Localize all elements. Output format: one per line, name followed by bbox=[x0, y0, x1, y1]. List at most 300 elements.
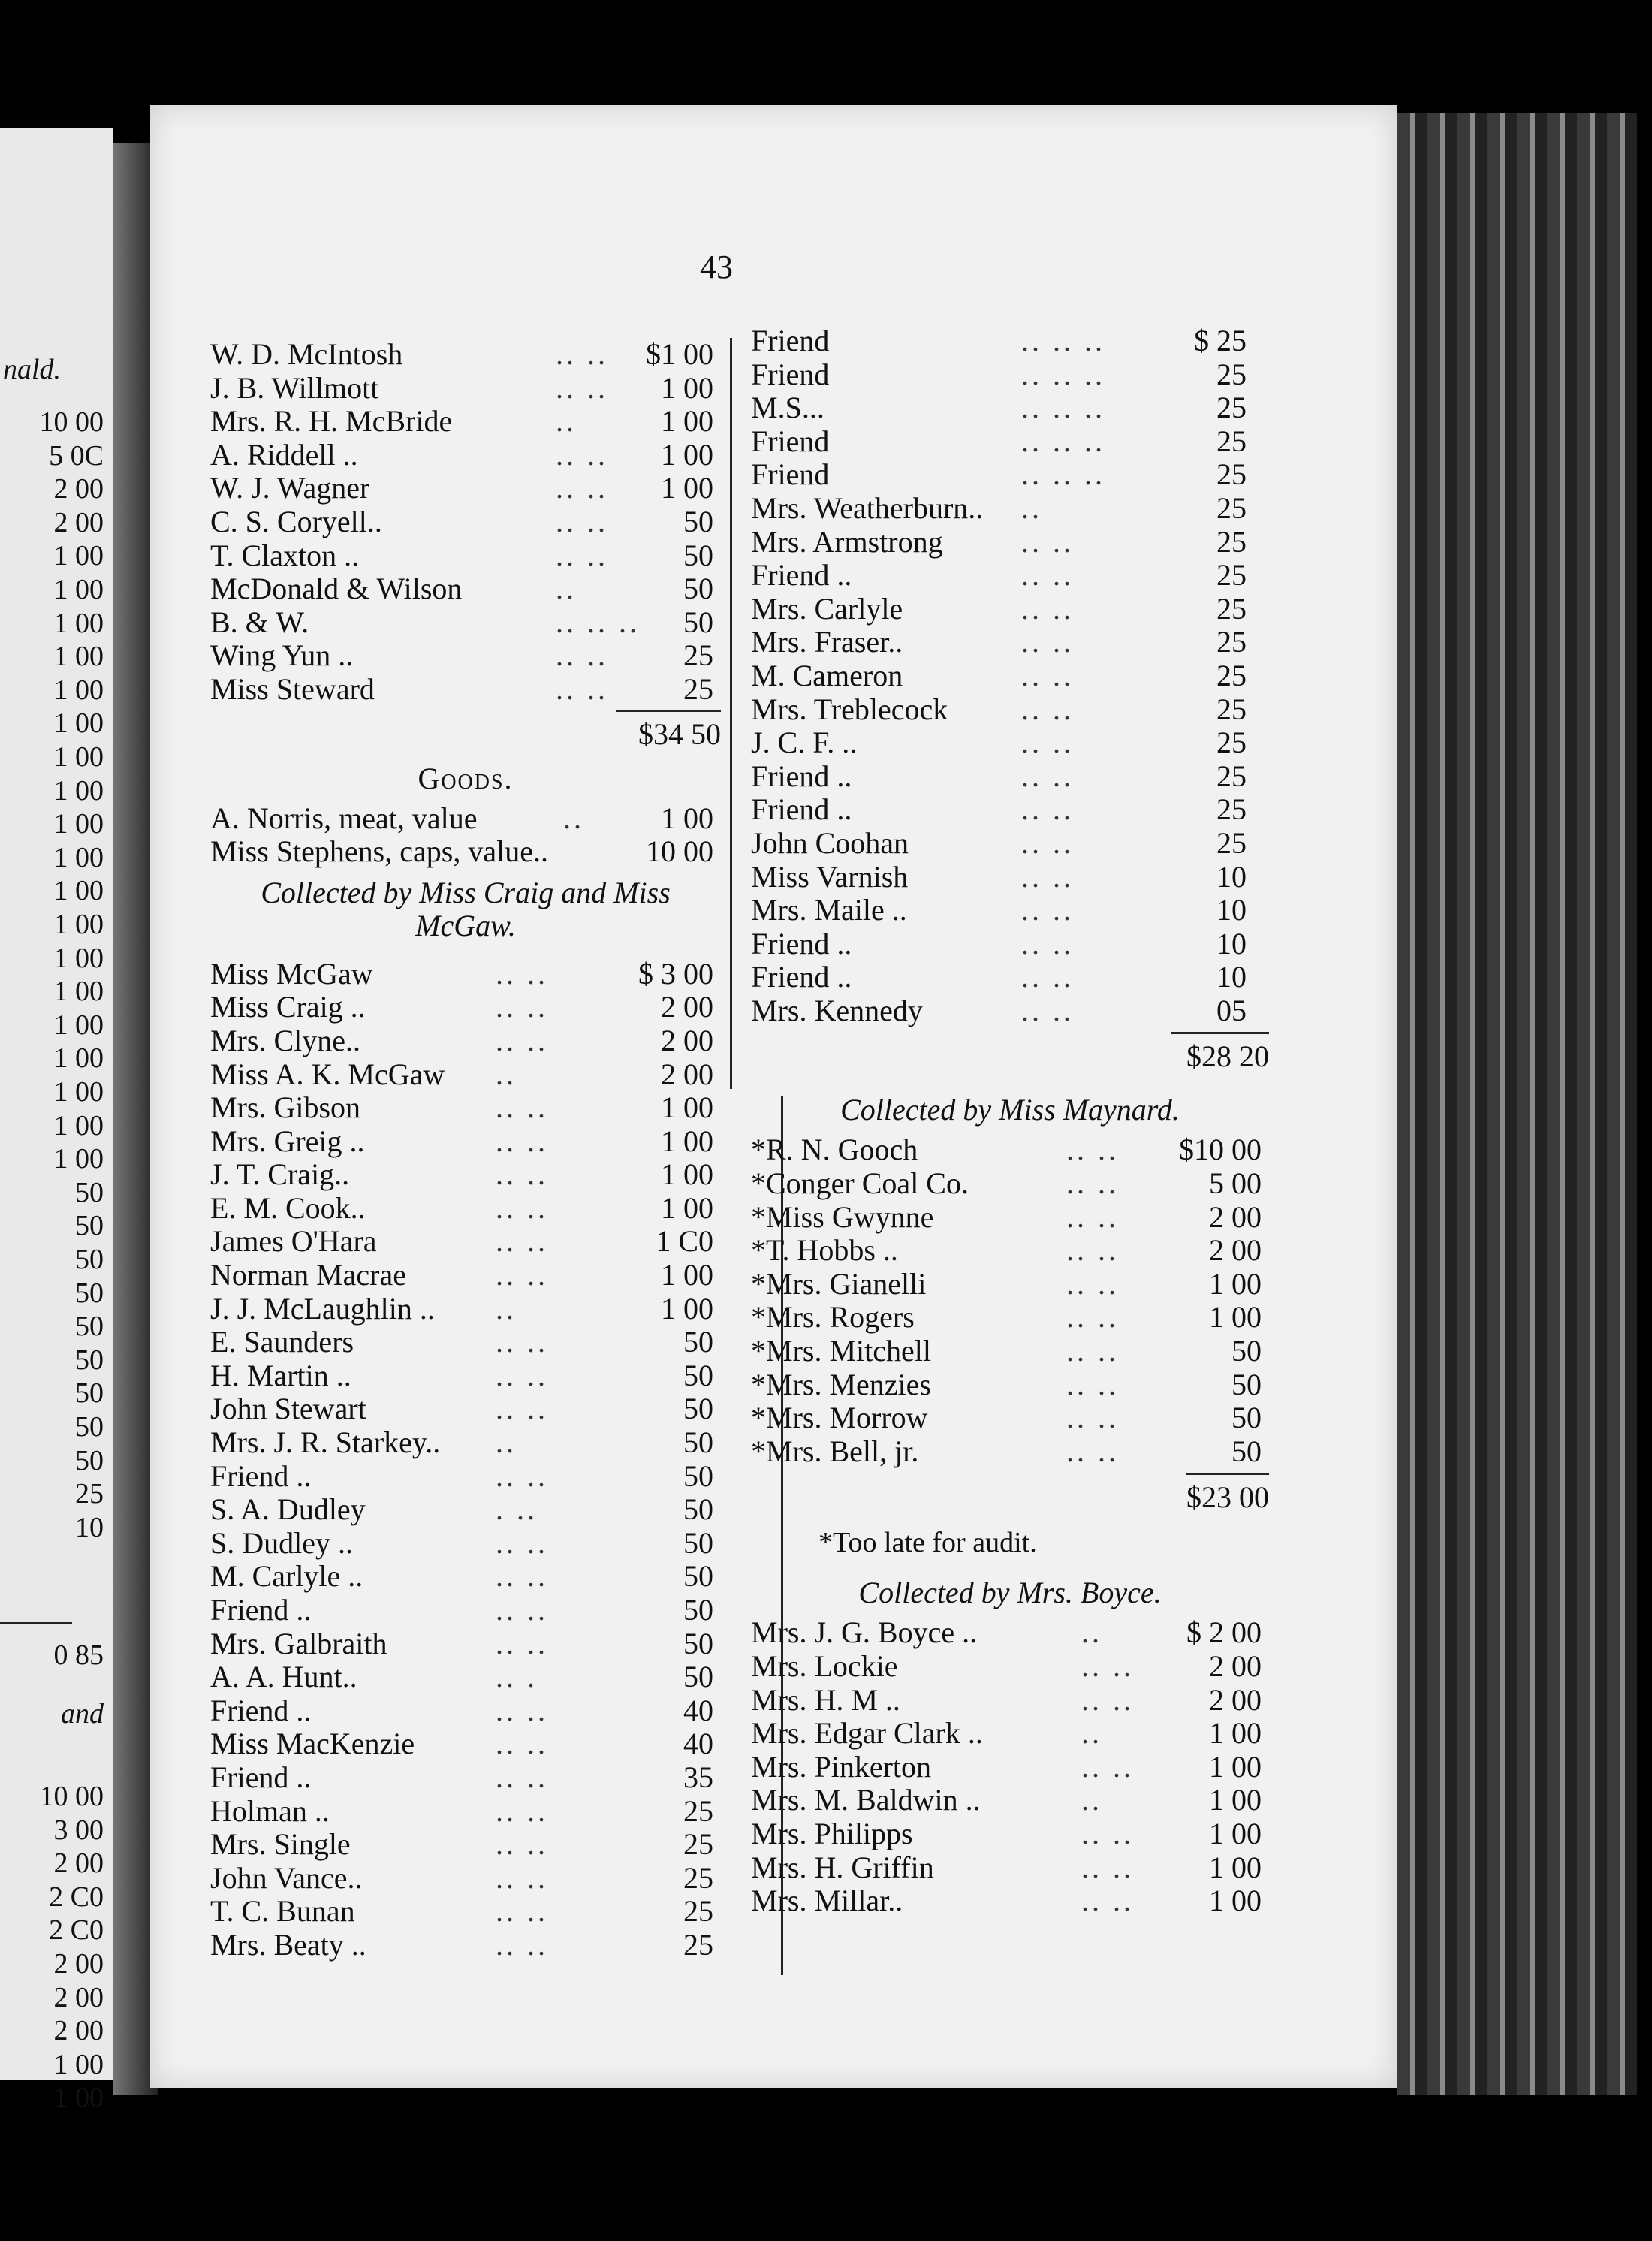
entry-amount: 50 bbox=[683, 572, 713, 606]
entry-amount: 50 bbox=[683, 1358, 713, 1392]
entry-name: *R. N. Gooch bbox=[751, 1133, 918, 1167]
entry-amount: 50 bbox=[683, 605, 713, 639]
facing-page-amount: 50 bbox=[75, 1444, 104, 1476]
entry-name: Mrs. Armstrong bbox=[751, 524, 943, 559]
leader-dots: .. .. bbox=[496, 956, 548, 991]
contribution-row bbox=[751, 424, 1269, 457]
contribution-row bbox=[210, 1491, 721, 1525]
entry-amount: 50 bbox=[683, 1559, 713, 1594]
book-page-edges bbox=[1397, 113, 1637, 2095]
maynard-heading: Collected by Miss Maynard. bbox=[840, 1093, 1180, 1127]
entry-amount: 2 00 bbox=[1209, 1233, 1262, 1268]
entry-amount: 25 bbox=[1216, 725, 1247, 760]
leader-dots: .. .. bbox=[496, 1525, 548, 1560]
facing-page-amount: 1 00 bbox=[53, 540, 104, 572]
entry-amount: 1 00 bbox=[1209, 1266, 1262, 1301]
entry-name: Mrs. Greig .. bbox=[210, 1124, 365, 1158]
leader-dots: .. .. bbox=[556, 504, 608, 538]
entry-amount: 25 bbox=[1216, 658, 1247, 692]
leader-dots: .. .. .. bbox=[1021, 357, 1105, 391]
entry-name: Friend .. bbox=[751, 759, 852, 793]
contribution-row bbox=[751, 859, 1269, 893]
entry-name: *Mrs. Morrow bbox=[751, 1401, 928, 1435]
entry-amount: 50 bbox=[1231, 1367, 1262, 1401]
contribution-row bbox=[210, 671, 721, 705]
leader-dots: .. .. bbox=[496, 1157, 548, 1192]
contribution-row bbox=[210, 403, 721, 437]
facing-page-amount: 1 00 bbox=[53, 641, 104, 673]
entry-amount: 1 00 bbox=[661, 1157, 713, 1192]
boyce-heading: Collected by Mrs. Boyce. bbox=[858, 1576, 1162, 1610]
contribution-row bbox=[210, 1425, 721, 1458]
maynard-total: $23 00 bbox=[1186, 1480, 1269, 1515]
subscriptions-total: $34 50 bbox=[638, 716, 721, 751]
entry-amount: 50 bbox=[1231, 1334, 1262, 1368]
contribution-row bbox=[751, 792, 1269, 825]
leader-dots: .. .. .. bbox=[556, 605, 640, 639]
facing-page-amount: 1 00 bbox=[53, 1143, 104, 1175]
leader-dots: .. .. bbox=[496, 1325, 548, 1359]
leader-dots: .. .. bbox=[1066, 1166, 1119, 1201]
entry-name: John Vance.. bbox=[210, 1860, 363, 1895]
leader-dots: .. .. bbox=[556, 370, 608, 405]
entry-amount: 50 bbox=[683, 1458, 713, 1493]
contribution-row bbox=[210, 1257, 721, 1291]
entry-amount: 25 bbox=[1216, 391, 1247, 425]
facing-page-fragment bbox=[0, 128, 113, 2114]
entry-amount: 25 bbox=[1216, 490, 1247, 525]
contribution-row bbox=[751, 1166, 1269, 1199]
goods-heading: Goods. bbox=[418, 761, 514, 795]
leader-dots: .. .. bbox=[1021, 859, 1074, 894]
leader-dots: .. .. bbox=[496, 1559, 548, 1594]
facing-page-amount: 2 00 bbox=[53, 1981, 104, 2013]
entry-name: Mrs. H. M .. bbox=[751, 1682, 900, 1717]
entry-amount: 2 00 bbox=[1209, 1199, 1262, 1234]
leader-dots: .. .. bbox=[1081, 1682, 1134, 1717]
leader-dots: .. .. bbox=[496, 1458, 548, 1493]
contribution-row bbox=[751, 524, 1269, 558]
left-column bbox=[210, 336, 721, 1961]
entry-name: Holman .. bbox=[210, 1793, 330, 1828]
facing-page-amount: 1 00 bbox=[53, 808, 104, 840]
entry-name: Friend bbox=[751, 324, 830, 357]
entry-amount: 50 bbox=[683, 1660, 713, 1694]
friends-total: $28 20 bbox=[1186, 1039, 1269, 1074]
entry-name: Mrs. Carlyle bbox=[751, 591, 903, 626]
facing-page-amount: 50 bbox=[75, 1311, 104, 1343]
facing-page-amount: 1 00 bbox=[53, 1109, 104, 1142]
right-column bbox=[751, 323, 1269, 1917]
contribution-row bbox=[751, 1299, 1269, 1333]
entry-name: B. & W. bbox=[210, 605, 309, 639]
contribution-row bbox=[210, 1626, 721, 1660]
leader-dots: .. .. bbox=[496, 1593, 548, 1627]
contribution-row bbox=[210, 1726, 721, 1760]
contribution-row bbox=[751, 1266, 1269, 1300]
entry-name: Mrs. M. Baldwin .. bbox=[751, 1783, 981, 1817]
entry-amount: 1 00 bbox=[661, 1258, 713, 1292]
contribution-row bbox=[751, 892, 1269, 926]
entry-name: W. J. Wagner bbox=[210, 471, 370, 505]
leader-dots: .. .. bbox=[1066, 1133, 1119, 1167]
entry-name: W. D. McIntosh bbox=[210, 337, 403, 371]
entry-name: John Coohan bbox=[751, 825, 909, 860]
facing-page-amount: 10 bbox=[75, 1511, 104, 1543]
entry-amount: $ 3 00 bbox=[638, 956, 713, 991]
entry-amount: 25 bbox=[1216, 558, 1247, 593]
entry-name: Miss MacKenzie bbox=[210, 1727, 415, 1761]
entry-amount: 10 bbox=[1216, 893, 1247, 927]
contribution-row bbox=[210, 1793, 721, 1827]
entry-amount: $ 2 00 bbox=[1186, 1615, 1262, 1650]
friends-list bbox=[751, 323, 1269, 1026]
entry-name: Friend .. bbox=[210, 1693, 312, 1727]
facing-page-amount: 10 00 bbox=[39, 1781, 104, 1812]
entry-name: Friend bbox=[751, 357, 830, 391]
entry-amount: 1 00 bbox=[1209, 1816, 1262, 1850]
leader-dots: .. .. bbox=[1081, 1816, 1134, 1850]
leader-dots: .. .. bbox=[496, 1894, 548, 1929]
entry-amount: $ 25 bbox=[1194, 324, 1247, 357]
facing-page-amount: 2 C0 bbox=[49, 1881, 104, 1913]
entry-amount: 25 bbox=[683, 1927, 713, 1962]
contribution-row bbox=[751, 1782, 1269, 1816]
contribution-row bbox=[751, 1850, 1269, 1884]
entry-amount: 50 bbox=[683, 538, 713, 572]
contribution-row bbox=[751, 759, 1269, 792]
leader-dots: .. .. bbox=[496, 1693, 548, 1727]
entry-name: *Mrs. Mitchell bbox=[751, 1334, 931, 1368]
entry-amount: 10 bbox=[1216, 960, 1247, 994]
contribution-row bbox=[751, 1615, 1269, 1648]
entry-amount: 25 bbox=[1216, 759, 1247, 793]
facing-page-amount: 1 00 bbox=[53, 774, 104, 807]
entry-amount: 50 bbox=[683, 504, 713, 538]
contribution-row bbox=[751, 692, 1269, 725]
leader-dots: . .. bbox=[496, 1492, 538, 1527]
leader-dots: .. .. bbox=[496, 1860, 548, 1895]
leader-dots: .. .. .. bbox=[1021, 391, 1105, 425]
contribution-row bbox=[210, 1291, 721, 1325]
contribution-row bbox=[210, 1023, 721, 1057]
facing-page-amount: 1 00 bbox=[53, 607, 104, 639]
facing-page-amount: 10 00 bbox=[39, 406, 104, 438]
contribution-row bbox=[751, 1749, 1269, 1783]
entry-name: Mrs. Gibson bbox=[210, 1090, 361, 1125]
leader-dots: .. bbox=[1081, 1615, 1102, 1650]
entry-amount: 1 00 bbox=[1209, 1300, 1262, 1335]
contribution-row bbox=[751, 959, 1269, 993]
entry-amount: 40 bbox=[683, 1727, 713, 1761]
entry-name: Miss Craig .. bbox=[210, 990, 366, 1024]
entry-name: Friend .. bbox=[751, 792, 852, 827]
leader-dots: .. .. bbox=[1021, 625, 1074, 659]
leader-dots: .. bbox=[556, 572, 577, 606]
contribution-row bbox=[210, 956, 721, 990]
entry-amount: $10 00 bbox=[1179, 1133, 1262, 1167]
contribution-row bbox=[210, 1391, 721, 1425]
column-divider-upper bbox=[730, 338, 732, 1089]
facing-page-amount: 2 C0 bbox=[49, 1914, 104, 1947]
leader-dots: .. .. bbox=[1066, 1233, 1119, 1268]
entry-name: Wing Yun .. bbox=[210, 638, 354, 673]
leader-dots: .. bbox=[1081, 1716, 1102, 1751]
entry-name: C. S. Coryell.. bbox=[210, 504, 382, 538]
facing-page-amount: 50 bbox=[75, 1210, 104, 1242]
entry-amount: 25 bbox=[1216, 524, 1247, 559]
entry-amount: 25 bbox=[683, 1894, 713, 1929]
entry-name: Mrs. Lockie bbox=[751, 1649, 898, 1683]
entry-amount: 1 C0 bbox=[656, 1224, 713, 1259]
facing-page-amount: 50 bbox=[75, 1176, 104, 1208]
entry-name: Friend .. bbox=[751, 960, 852, 994]
contribution-row bbox=[210, 504, 721, 538]
facing-page-amount: 1 00 bbox=[53, 942, 104, 974]
contribution-row bbox=[210, 470, 721, 504]
leader-dots: .. .. bbox=[1066, 1401, 1119, 1435]
contribution-row bbox=[210, 1324, 721, 1358]
entry-name: Mrs. Beaty .. bbox=[210, 1927, 366, 1962]
leader-dots: .. .. bbox=[1081, 1749, 1134, 1784]
entry-amount: 2 00 bbox=[661, 1057, 713, 1091]
leader-dots: .. .. bbox=[496, 1190, 548, 1225]
entry-name: Mrs. Clyne.. bbox=[210, 1023, 360, 1057]
leader-dots: .. bbox=[1021, 490, 1042, 525]
entry-name: J. T. Craig.. bbox=[210, 1157, 350, 1192]
facing-page-amount: 1 00 bbox=[53, 841, 104, 873]
entry-amount: 1 00 bbox=[1209, 1884, 1262, 1918]
entry-name: Mrs. Weatherburn.. bbox=[751, 490, 984, 525]
entry-name: M.S... bbox=[751, 391, 824, 425]
entry-name: M. Cameron bbox=[751, 658, 903, 692]
entry-amount: 25 bbox=[683, 638, 713, 673]
entry-name: S. A. Dudley bbox=[210, 1492, 366, 1527]
contribution-row bbox=[751, 1816, 1269, 1850]
leader-dots: .. bbox=[563, 801, 584, 835]
contribution-row bbox=[751, 1367, 1269, 1401]
leader-dots: .. .. bbox=[556, 638, 608, 673]
entry-amount: 25 bbox=[1216, 692, 1247, 726]
entry-amount: 25 bbox=[683, 1827, 713, 1862]
contribution-row bbox=[210, 370, 721, 404]
entry-name: T. Claxton .. bbox=[210, 538, 360, 572]
entry-amount: 1 00 bbox=[661, 1090, 713, 1125]
entry-name: Mrs. Millar.. bbox=[751, 1884, 903, 1918]
craig-mcgaw-list bbox=[210, 956, 721, 1961]
contribution-row bbox=[751, 658, 1269, 692]
entry-name: Mrs. J. R. Starkey.. bbox=[210, 1425, 441, 1460]
contribution-row bbox=[210, 1760, 721, 1793]
facing-page-amount: 1 00 bbox=[53, 976, 104, 1008]
leader-dots: .. .. bbox=[1021, 558, 1074, 593]
leader-dots: .. .. bbox=[556, 471, 608, 505]
contribution-row bbox=[751, 390, 1269, 424]
contribution-row bbox=[210, 1693, 721, 1727]
facing-page-amount: 1 00 bbox=[53, 674, 104, 706]
contribution-row bbox=[751, 357, 1269, 391]
contribution-row bbox=[210, 1893, 721, 1927]
entry-name: S. Dudley .. bbox=[210, 1525, 353, 1560]
entry-amount: 25 bbox=[683, 1793, 713, 1828]
leader-dots: .. .. .. bbox=[1021, 457, 1105, 492]
entry-name: Friend .. bbox=[751, 558, 852, 593]
entry-amount: 1 00 bbox=[661, 801, 713, 835]
contribution-row bbox=[210, 1525, 721, 1559]
contribution-row bbox=[751, 1715, 1269, 1749]
entry-amount: 2 00 bbox=[661, 990, 713, 1024]
entry-name: M. Carlyle .. bbox=[210, 1559, 363, 1594]
facing-page-amount: 2 00 bbox=[53, 473, 104, 505]
entry-amount: 50 bbox=[683, 1325, 713, 1359]
contribution-row bbox=[751, 1883, 1269, 1917]
contribution-row bbox=[751, 926, 1269, 960]
leader-dots: .. .. bbox=[1021, 792, 1074, 827]
goods-list bbox=[210, 801, 721, 867]
contribution-row bbox=[751, 490, 1269, 524]
leader-dots: .. .. bbox=[496, 1927, 548, 1962]
leader-dots: .. .. bbox=[1021, 825, 1074, 860]
entry-amount: 5 00 bbox=[1209, 1166, 1262, 1201]
entry-name: Mrs. Treblecock bbox=[751, 692, 948, 726]
leader-dots: .. .. bbox=[496, 1392, 548, 1426]
leader-dots: .. .. bbox=[1021, 993, 1074, 1027]
entry-amount: 1 00 bbox=[661, 437, 713, 472]
facing-page-amount: 1 00 bbox=[53, 2048, 104, 2080]
entry-amount: 25 bbox=[1216, 424, 1247, 458]
page-number: 43 bbox=[700, 249, 733, 285]
facing-page-rule bbox=[0, 1622, 72, 1624]
entry-name: Miss Stephens, caps, value.. bbox=[210, 834, 548, 869]
entry-name: Friend .. bbox=[210, 1760, 312, 1794]
facing-page-amount: 5 0C bbox=[49, 439, 104, 472]
entry-name: Mrs. R. H. McBride bbox=[210, 404, 453, 439]
leader-dots: .. .. bbox=[1066, 1266, 1119, 1301]
leader-dots: .. bbox=[1081, 1783, 1102, 1817]
facing-page-amount: 50 bbox=[75, 1277, 104, 1309]
entry-name: J. B. Willmott bbox=[210, 370, 379, 405]
leader-dots: .. .. bbox=[496, 1258, 548, 1292]
entry-name: Miss Varnish bbox=[751, 859, 909, 894]
leader-dots: .. .. bbox=[556, 437, 608, 472]
entry-name: McDonald & Wilson bbox=[210, 572, 463, 606]
entry-name: Mrs. Pinkerton bbox=[751, 1749, 931, 1784]
entry-amount: 1 00 bbox=[661, 1291, 713, 1326]
entry-name: Mrs. Single bbox=[210, 1827, 351, 1862]
facing-page-amount: 2 00 bbox=[53, 506, 104, 538]
entry-amount: 50 bbox=[1231, 1401, 1262, 1435]
contribution-row bbox=[210, 1157, 721, 1190]
facing-page-amount: 1 00 bbox=[53, 2082, 104, 2114]
goods-row bbox=[210, 834, 721, 867]
facing-page-amount: 1 00 bbox=[53, 1042, 104, 1075]
facing-page-amount: 1 00 bbox=[53, 741, 104, 773]
contribution-row bbox=[751, 1648, 1269, 1682]
entry-name: *Miss Gwynne bbox=[751, 1199, 934, 1234]
leader-dots: .. .. bbox=[496, 1626, 548, 1660]
leader-dots: .. .. bbox=[496, 1023, 548, 1057]
entry-name: Miss McGaw bbox=[210, 956, 373, 991]
entry-amount: 1 00 bbox=[661, 370, 713, 405]
entry-amount: 25 bbox=[683, 671, 713, 706]
entry-amount: 1 00 bbox=[661, 404, 713, 439]
facing-page-amount: 1 00 bbox=[53, 875, 104, 907]
leader-dots: .. .. bbox=[1081, 1884, 1134, 1918]
entry-name: Mrs. H. Griffin bbox=[751, 1850, 934, 1884]
goods-row bbox=[210, 801, 721, 834]
contribution-row bbox=[210, 1558, 721, 1592]
leader-dots: .. .. bbox=[1066, 1334, 1119, 1368]
entry-name: Mrs. J. G. Boyce .. bbox=[751, 1615, 978, 1650]
leader-dots: .. .. bbox=[1021, 893, 1074, 927]
entry-amount: 50 bbox=[683, 1425, 713, 1460]
entry-name: Miss A. K. McGaw bbox=[210, 1057, 445, 1091]
entry-name: A. Norris, meat, value bbox=[210, 801, 478, 835]
entry-name: Friend .. bbox=[210, 1458, 312, 1493]
facing-page-amount: 25 bbox=[75, 1478, 104, 1510]
contribution-row bbox=[210, 989, 721, 1023]
craig-mcgaw-heading-line2: McGaw. bbox=[415, 908, 516, 943]
entry-name: *Mrs. Gianelli bbox=[751, 1266, 927, 1301]
entry-amount: 2 00 bbox=[661, 1023, 713, 1057]
contribution-row bbox=[210, 1927, 721, 1961]
contribution-row bbox=[210, 1124, 721, 1157]
leader-dots: .. .. bbox=[556, 538, 608, 572]
entry-amount: 50 bbox=[683, 1593, 713, 1627]
contribution-row bbox=[210, 1190, 721, 1224]
facing-page-amount: 50 bbox=[75, 1244, 104, 1275]
entry-name: J. J. McLaughlin .. bbox=[210, 1291, 435, 1326]
leader-dots: .. .. bbox=[1066, 1300, 1119, 1335]
entry-amount: 05 bbox=[1216, 993, 1247, 1027]
leader-dots: .. .. bbox=[496, 1727, 548, 1761]
entry-amount: 50 bbox=[683, 1492, 713, 1527]
contribution-row bbox=[210, 1090, 721, 1124]
leader-dots: .. bbox=[496, 1425, 517, 1460]
facing-page-amount: 3 00 bbox=[53, 1814, 104, 1846]
entry-amount: 1 00 bbox=[1209, 1783, 1262, 1817]
facing-page-amount: 2 00 bbox=[53, 2015, 104, 2047]
contribution-row bbox=[210, 638, 721, 671]
entry-name: E. Saunders bbox=[210, 1325, 354, 1359]
leader-dots: .. .. bbox=[1081, 1649, 1134, 1683]
leader-dots: .. .. bbox=[556, 671, 608, 706]
leader-dots: .. .. .. bbox=[1021, 424, 1105, 458]
leader-dots: .. .. .. bbox=[1021, 324, 1105, 357]
entry-amount: 1 00 bbox=[661, 1124, 713, 1158]
craig-mcgaw-heading-line1: Collected by Miss Craig and Miss bbox=[261, 875, 671, 909]
leader-dots: .. .. bbox=[1066, 1367, 1119, 1401]
entry-amount: 1 00 bbox=[1209, 1749, 1262, 1784]
entry-amount: 10 bbox=[1216, 859, 1247, 894]
leader-dots: .. .. bbox=[496, 1760, 548, 1794]
entry-amount: 25 bbox=[1216, 357, 1247, 391]
contribution-row bbox=[210, 1223, 721, 1257]
facing-page-amount: 1 00 bbox=[53, 909, 104, 940]
audit-note: *Too late for audit. bbox=[818, 1527, 1037, 1559]
leader-dots: .. .. bbox=[496, 1124, 548, 1158]
leader-dots: .. bbox=[556, 404, 577, 439]
entry-amount: $1 00 bbox=[646, 337, 713, 371]
entry-name: A. A. Hunt.. bbox=[210, 1660, 357, 1694]
entry-name: Mrs. Galbraith bbox=[210, 1626, 387, 1660]
entry-name: H. Martin .. bbox=[210, 1358, 351, 1392]
facing-page-amount: 1 00 bbox=[53, 574, 104, 605]
entry-name: *T. Hobbs .. bbox=[751, 1233, 898, 1268]
leader-dots: .. . bbox=[496, 1660, 538, 1694]
leader-dots: .. .. bbox=[1021, 725, 1074, 760]
facing-page-amount: 50 bbox=[75, 1344, 104, 1376]
